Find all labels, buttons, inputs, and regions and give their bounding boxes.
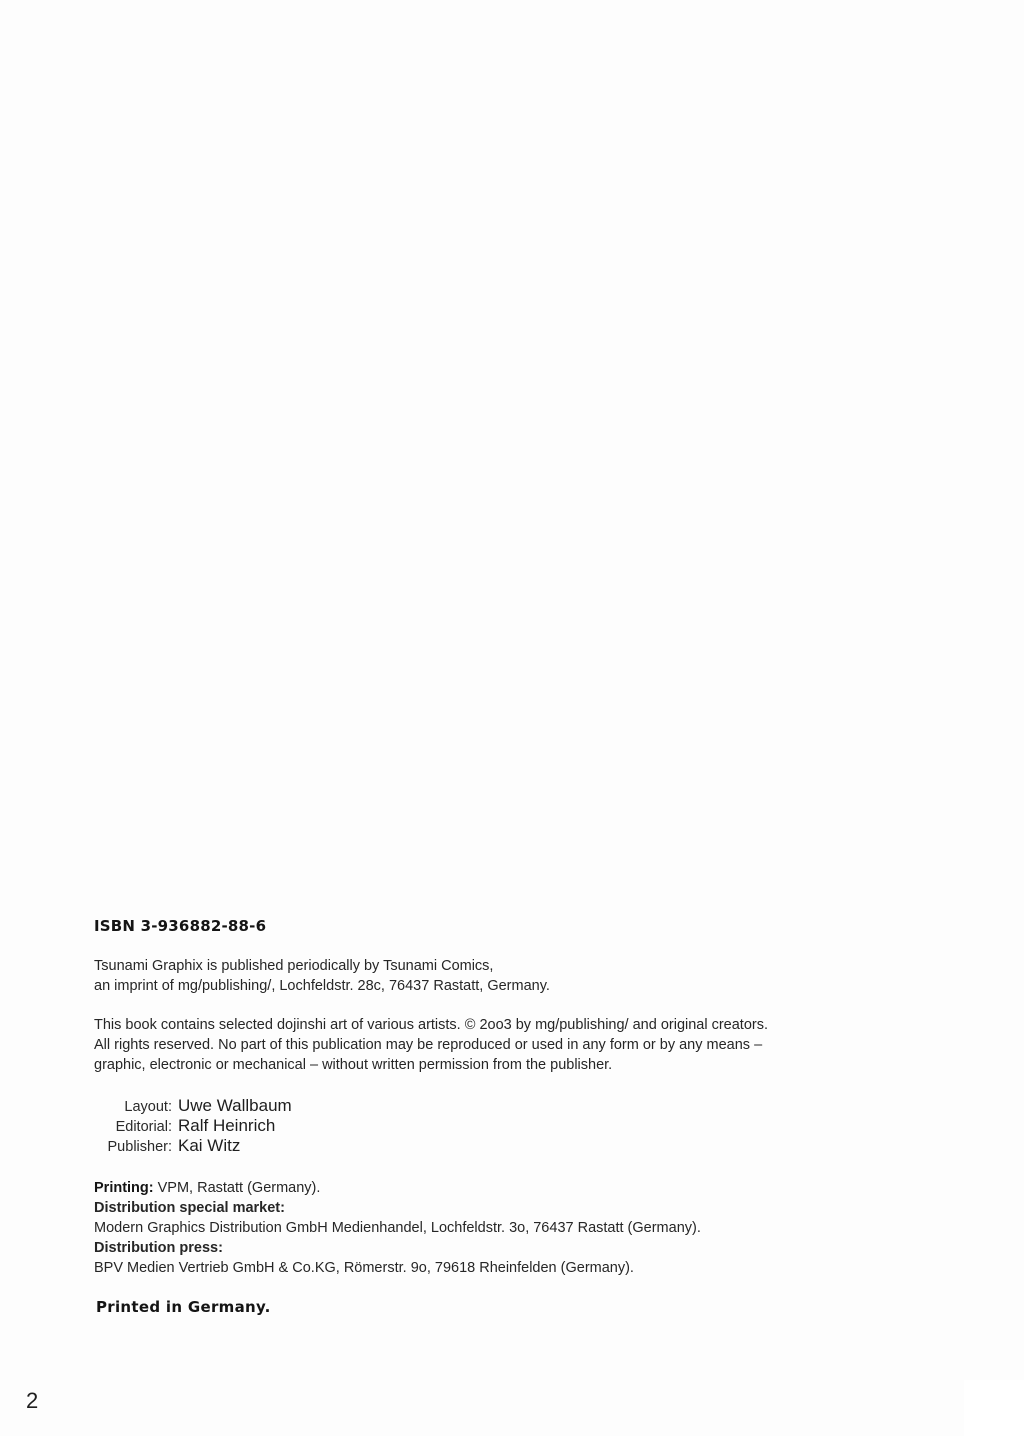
page-number: 2 (26, 1388, 39, 1413)
distribution-press-label: Distribution press: (94, 1240, 223, 1256)
printing-label: Printing: (94, 1180, 154, 1196)
credit-row-publisher (94, 1136, 494, 1156)
rights-line-3: graphic, electronic or mechanical – without written permission from the publisher. (94, 1057, 613, 1073)
credit-row-editorial (94, 1116, 494, 1136)
printed-in: Printed in Germany. (96, 1298, 271, 1316)
publication-info (94, 956, 894, 996)
rights-line-2: All rights reserved. No part of this publication may be reproduced or used in any form or by any means – (94, 1037, 763, 1053)
credit-label: Editorial: (115, 1119, 172, 1135)
rights-notice (94, 1015, 894, 1075)
distribution-special-label: Distribution special market: (94, 1200, 285, 1216)
publication-line-2: an imprint of mg/publishing/, Lochfeldstr. 28c, 76437 Rastatt, Germany. (94, 978, 550, 994)
isbn: ISBN 3-936882-88-6 (94, 917, 267, 935)
printing-line (94, 1178, 894, 1198)
distribution-info (94, 1178, 894, 1278)
credit-value: Kai Witz (178, 1136, 241, 1155)
credit-label: Publisher: (107, 1139, 172, 1155)
credits (94, 1096, 494, 1156)
distribution-special-value: Modern Graphics Distribution GmbH Medienhandel, Lochfeldstr. 3o, 76437 Rastatt (Germany). (94, 1220, 701, 1236)
distribution-press-value: BPV Medien Vertrieb GmbH & Co.KG, Römerstr. 9o, 79618 Rheinfelden (Germany). (94, 1260, 634, 1276)
rights-line-1: This book contains selected dojinshi art of various artists. © 2oo3 by mg/publishing/ and original creators. (94, 1017, 769, 1033)
publication-line-1: Tsunami Graphix is published periodically by Tsunami Comics, (94, 958, 494, 974)
credit-value: Uwe Wallbaum (178, 1096, 292, 1115)
credit-label: Layout: (124, 1099, 172, 1115)
printing-value: VPM, Rastatt (Germany). (157, 1180, 321, 1196)
scan-edge (964, 1380, 1024, 1436)
credit-row-layout (94, 1096, 494, 1116)
credit-value: Ralf Heinrich (178, 1116, 276, 1135)
